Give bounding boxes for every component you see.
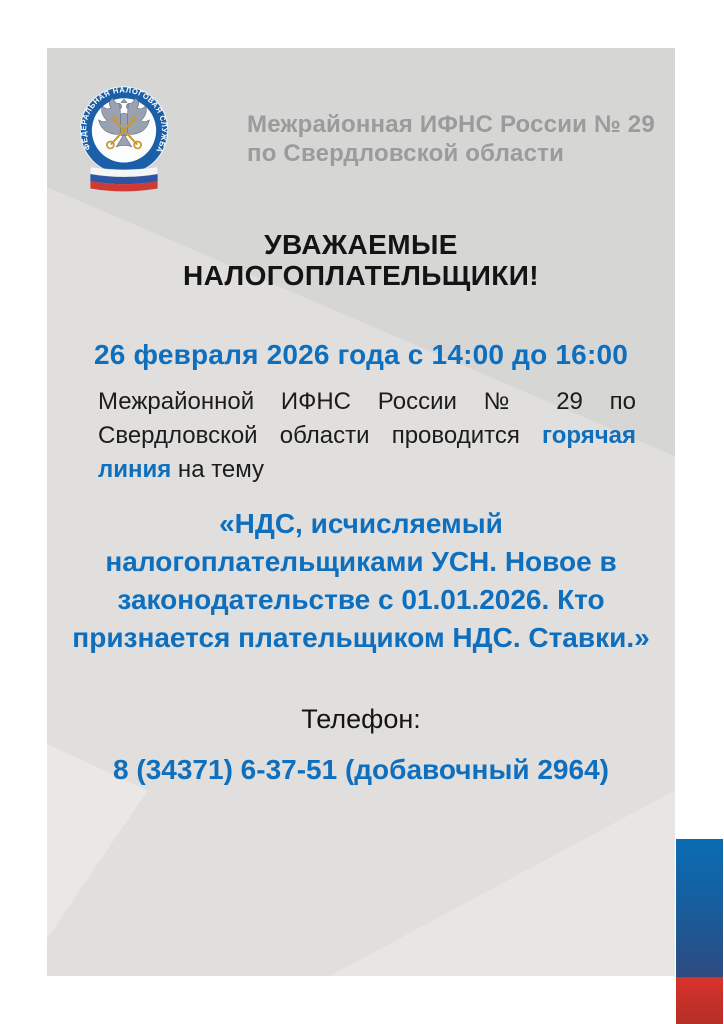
page-title-line1: УВАЖАЕМЫЕ xyxy=(264,229,458,260)
org-header-line2: по Свердловской области xyxy=(247,140,565,167)
topic-line-2: налогоплательщиками УСН. Новое в xyxy=(105,546,617,577)
announcement-card xyxy=(47,48,675,976)
body-line-1: Межрайонной ИФНС России № 29 по xyxy=(98,388,636,415)
fns-emblem-icon xyxy=(76,84,172,196)
org-header xyxy=(247,110,675,168)
ribbon-blue-segment xyxy=(676,839,723,977)
hotline-highlight-2: линия xyxy=(98,456,172,483)
announcement-body xyxy=(98,385,636,487)
org-header-line1: Межрайонная ИФНС России № 29 xyxy=(247,111,655,138)
flag-ribbon-icon xyxy=(90,167,157,191)
page-title-line2: НАЛОГОПЛАТЕЛЬЩИКИ! xyxy=(182,260,540,291)
corner-tricolor-ribbon xyxy=(676,839,723,1024)
phone-label: Телефон: xyxy=(301,704,421,734)
ribbon-red-segment xyxy=(676,977,723,1024)
phone-number: 8 (34371) 6-37-51 (добавочный 2964) xyxy=(113,754,609,785)
topic-line-4: признается плательщиком НДС. Ставки.» xyxy=(72,622,650,653)
hotline-topic xyxy=(47,505,675,657)
fns-logo xyxy=(76,84,172,196)
topic-line-3: законодательстве с 01.01.2026. Кто xyxy=(117,584,605,615)
emblem-ring-text: ФЕДЕРАЛЬНАЯ НАЛОГОВАЯ СЛУЖБА xyxy=(78,85,169,155)
page-title xyxy=(47,229,675,291)
body-line-2: Свердловской области проводится горячая xyxy=(98,422,636,449)
body-line-3: линия на тему xyxy=(98,456,265,483)
topic-line-1: «НДС, исчисляемый xyxy=(219,508,503,539)
hotline-highlight-1: горячая xyxy=(542,422,636,449)
event-date-line: 26 февраля 2026 года с 14:00 до 16:00 xyxy=(93,339,629,370)
